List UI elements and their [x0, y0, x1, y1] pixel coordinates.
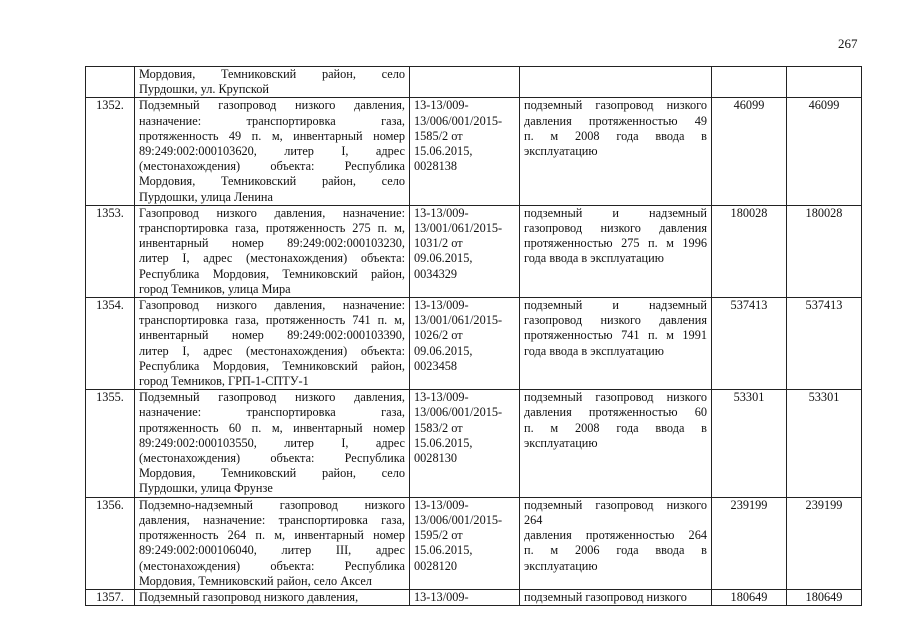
object-description [135, 67, 410, 98]
characteristics-line: п. м 2008 года ввода в [524, 128, 707, 143]
registration-line: 13-13/009- [414, 390, 469, 405]
characteristics-line: подземный газопровод низкого [524, 98, 707, 113]
description-line: Подземный газопровод низкого давления, [139, 589, 359, 604]
book-value: 53301 [712, 390, 787, 497]
residual-value: 46099 [787, 98, 862, 205]
description-line: протяженность 49 п. м, инвентарный номер [139, 128, 405, 143]
description-line: назначение: транспортировка газа, [139, 113, 405, 128]
description-line: Пурдошки, улица Ленина [139, 189, 273, 204]
table-row [86, 298, 862, 390]
characteristics-line: года ввода в эксплуатацию [524, 251, 664, 266]
characteristics-line: подземный и надземный [524, 205, 707, 220]
registration-line: 15.06.2015, [414, 543, 473, 558]
object-description [135, 497, 410, 589]
registration-line: 1583/2 от [414, 420, 463, 435]
description-line: Мордовия, Темниковский район, село [139, 174, 405, 189]
description-line: Мордовия, Темниковский район, село [139, 466, 405, 481]
description-line: протяженность 264 п. м, инвентарный номер [139, 528, 405, 543]
registration-line: 13-13/009- [414, 298, 469, 313]
residual-value: 53301 [787, 390, 862, 497]
row-number: 1354. [86, 298, 135, 390]
characteristics-line: п. м 2008 года ввода в [524, 420, 707, 435]
description-line: Пурдошки, улица Фрунзе [139, 481, 273, 496]
description-line: транспортировка газа, протяженность 275 п. м, [139, 221, 405, 236]
characteristics-line: газопровод низкого давления [524, 313, 707, 328]
page-number: 267 [838, 36, 858, 51]
registration-record [410, 98, 520, 205]
registration-line: 13/001/061/2015- [414, 221, 503, 236]
characteristics-line: давления протяженностью 49 [524, 113, 707, 128]
registration-line: 13-13/009- [414, 205, 469, 220]
registration-record [410, 497, 520, 589]
registration-line: 09.06.2015, [414, 343, 473, 358]
description-line: 89:249:002:000103620, литер I, адрес [139, 144, 405, 159]
property-registry-table [85, 66, 862, 606]
registration-line: 0028130 [414, 451, 458, 466]
object-description [135, 98, 410, 205]
table-row [86, 390, 862, 497]
book-value [712, 67, 787, 98]
description-line: назначение: транспортировка газа, [139, 405, 405, 420]
registration-line: 13-13/009- [414, 497, 469, 512]
description-line: 89:249:002:000106040, литер III, адрес [139, 543, 405, 558]
registration-line: 09.06.2015, [414, 251, 473, 266]
characteristics-line: давления протяженностью 60 [524, 405, 707, 420]
characteristics-line: газопровод низкого давления [524, 221, 707, 236]
residual-value: 180649 [787, 589, 862, 605]
book-value: 537413 [712, 298, 787, 390]
description-line: (местонахождения) объекта: Республика [139, 159, 405, 174]
registration-record [410, 589, 520, 605]
object-characteristics [520, 67, 712, 98]
registration-line: 0028138 [414, 159, 458, 174]
characteristics-line: давления протяженностью 264 [524, 528, 707, 543]
description-line: инвентарный номер 89:249:002:000103390, [139, 328, 405, 343]
description-line: протяженность 60 п. м, инвентарный номер [139, 420, 405, 435]
characteristics-line: эксплуатацию [524, 558, 598, 573]
residual-value: 537413 [787, 298, 862, 390]
object-characteristics [520, 497, 712, 589]
table-body [86, 67, 862, 606]
registration-line: 13-13/009- [414, 589, 469, 604]
registration-line: 13/006/001/2015- [414, 113, 503, 128]
row-number: 1356. [86, 497, 135, 589]
description-line: (местонахождения) объекта: Республика [139, 558, 405, 573]
row-number: 1352. [86, 98, 135, 205]
registration-record [410, 298, 520, 390]
characteristics-line: эксплуатацию [524, 144, 598, 159]
description-line: Республика Мордовия, Темниковский район, [139, 358, 405, 373]
object-characteristics [520, 205, 712, 297]
characteristics-line: протяженностью 741 п. м 1991 [524, 328, 707, 343]
row-number: 1357. [86, 589, 135, 605]
description-line: 89:249:002:000103550, литер I, адрес [139, 435, 405, 450]
row-number: 1355. [86, 390, 135, 497]
object-characteristics [520, 98, 712, 205]
description-line: (местонахождения) объекта: Республика [139, 451, 405, 466]
object-description [135, 298, 410, 390]
registration-record [410, 67, 520, 98]
description-line: инвентарный номер 89:249:002:000103230, [139, 236, 405, 251]
description-line: давления, назначение: транспортировка газа, [139, 512, 405, 527]
registration-line: 1026/2 от [414, 328, 463, 343]
row-number [86, 67, 135, 98]
characteristics-line: протяженностью 275 п. м 1996 [524, 236, 707, 251]
characteristics-line: п. м 2006 года ввода в [524, 543, 707, 558]
description-line: литер I, адрес (местонахождения) объекта: [139, 343, 405, 358]
characteristics-line: подземный газопровод низкого 264 [524, 497, 707, 527]
registration-line: 13/006/001/2015- [414, 512, 503, 527]
book-value: 180028 [712, 205, 787, 297]
object-characteristics [520, 390, 712, 497]
registration-line: 15.06.2015, [414, 144, 473, 159]
registration-record [410, 390, 520, 497]
object-characteristics [520, 298, 712, 390]
characteristics-line: подземный газопровод низкого [524, 589, 687, 604]
description-line: Газопровод низкого давления, назначение: [139, 298, 405, 313]
description-line: Мордовия, Темниковский район, село [139, 67, 405, 81]
registration-line: 0034329 [414, 266, 458, 281]
registration-record [410, 205, 520, 297]
description-line: город Темников, улица Мира [139, 281, 291, 296]
characteristics-line: подземный газопровод низкого [524, 390, 707, 405]
object-characteristics [520, 589, 712, 605]
description-line: город Темников, ГРП-1-СПТУ-1 [139, 374, 309, 389]
table-row [86, 589, 862, 605]
description-line: Республика Мордовия, Темниковский район, [139, 266, 405, 281]
registration-line: 1595/2 от [414, 528, 463, 543]
description-line: Пурдошки, ул. Крупской [139, 82, 269, 97]
registration-line: 13-13/009- [414, 98, 469, 113]
table-row [86, 497, 862, 589]
characteristics-line: года ввода в эксплуатацию [524, 343, 664, 358]
residual-value: 239199 [787, 497, 862, 589]
residual-value [787, 67, 862, 98]
registration-line: 1585/2 от [414, 128, 463, 143]
object-description [135, 205, 410, 297]
registration-line: 0023458 [414, 358, 458, 373]
table-row [86, 67, 862, 98]
table-row [86, 205, 862, 297]
characteristics-line: эксплуатацию [524, 435, 598, 450]
table-row [86, 98, 862, 205]
description-line: Газопровод низкого давления, назначение: [139, 205, 405, 220]
description-line: Мордовия, Темниковский район, село Аксел [139, 573, 372, 588]
description-line: Подземный газопровод низкого давления, [139, 390, 405, 405]
registration-line: 13/006/001/2015- [414, 405, 503, 420]
registration-line: 0028120 [414, 558, 458, 573]
registration-line: 1031/2 от [414, 236, 463, 251]
book-value: 239199 [712, 497, 787, 589]
row-number: 1353. [86, 205, 135, 297]
residual-value: 180028 [787, 205, 862, 297]
description-line: литер I, адрес (местонахождения) объекта: [139, 251, 405, 266]
registration-line: 15.06.2015, [414, 435, 473, 450]
registration-line: 13/001/061/2015- [414, 313, 503, 328]
description-line: Подземный газопровод низкого давления, [139, 98, 405, 113]
object-description [135, 589, 410, 605]
characteristics-line: подземный и надземный [524, 298, 707, 313]
description-line: Подземно-надземный газопровод низкого [139, 497, 405, 512]
object-description [135, 390, 410, 497]
book-value: 46099 [712, 98, 787, 205]
book-value: 180649 [712, 589, 787, 605]
description-line: транспортировка газа, протяженность 741 п. м, [139, 313, 405, 328]
